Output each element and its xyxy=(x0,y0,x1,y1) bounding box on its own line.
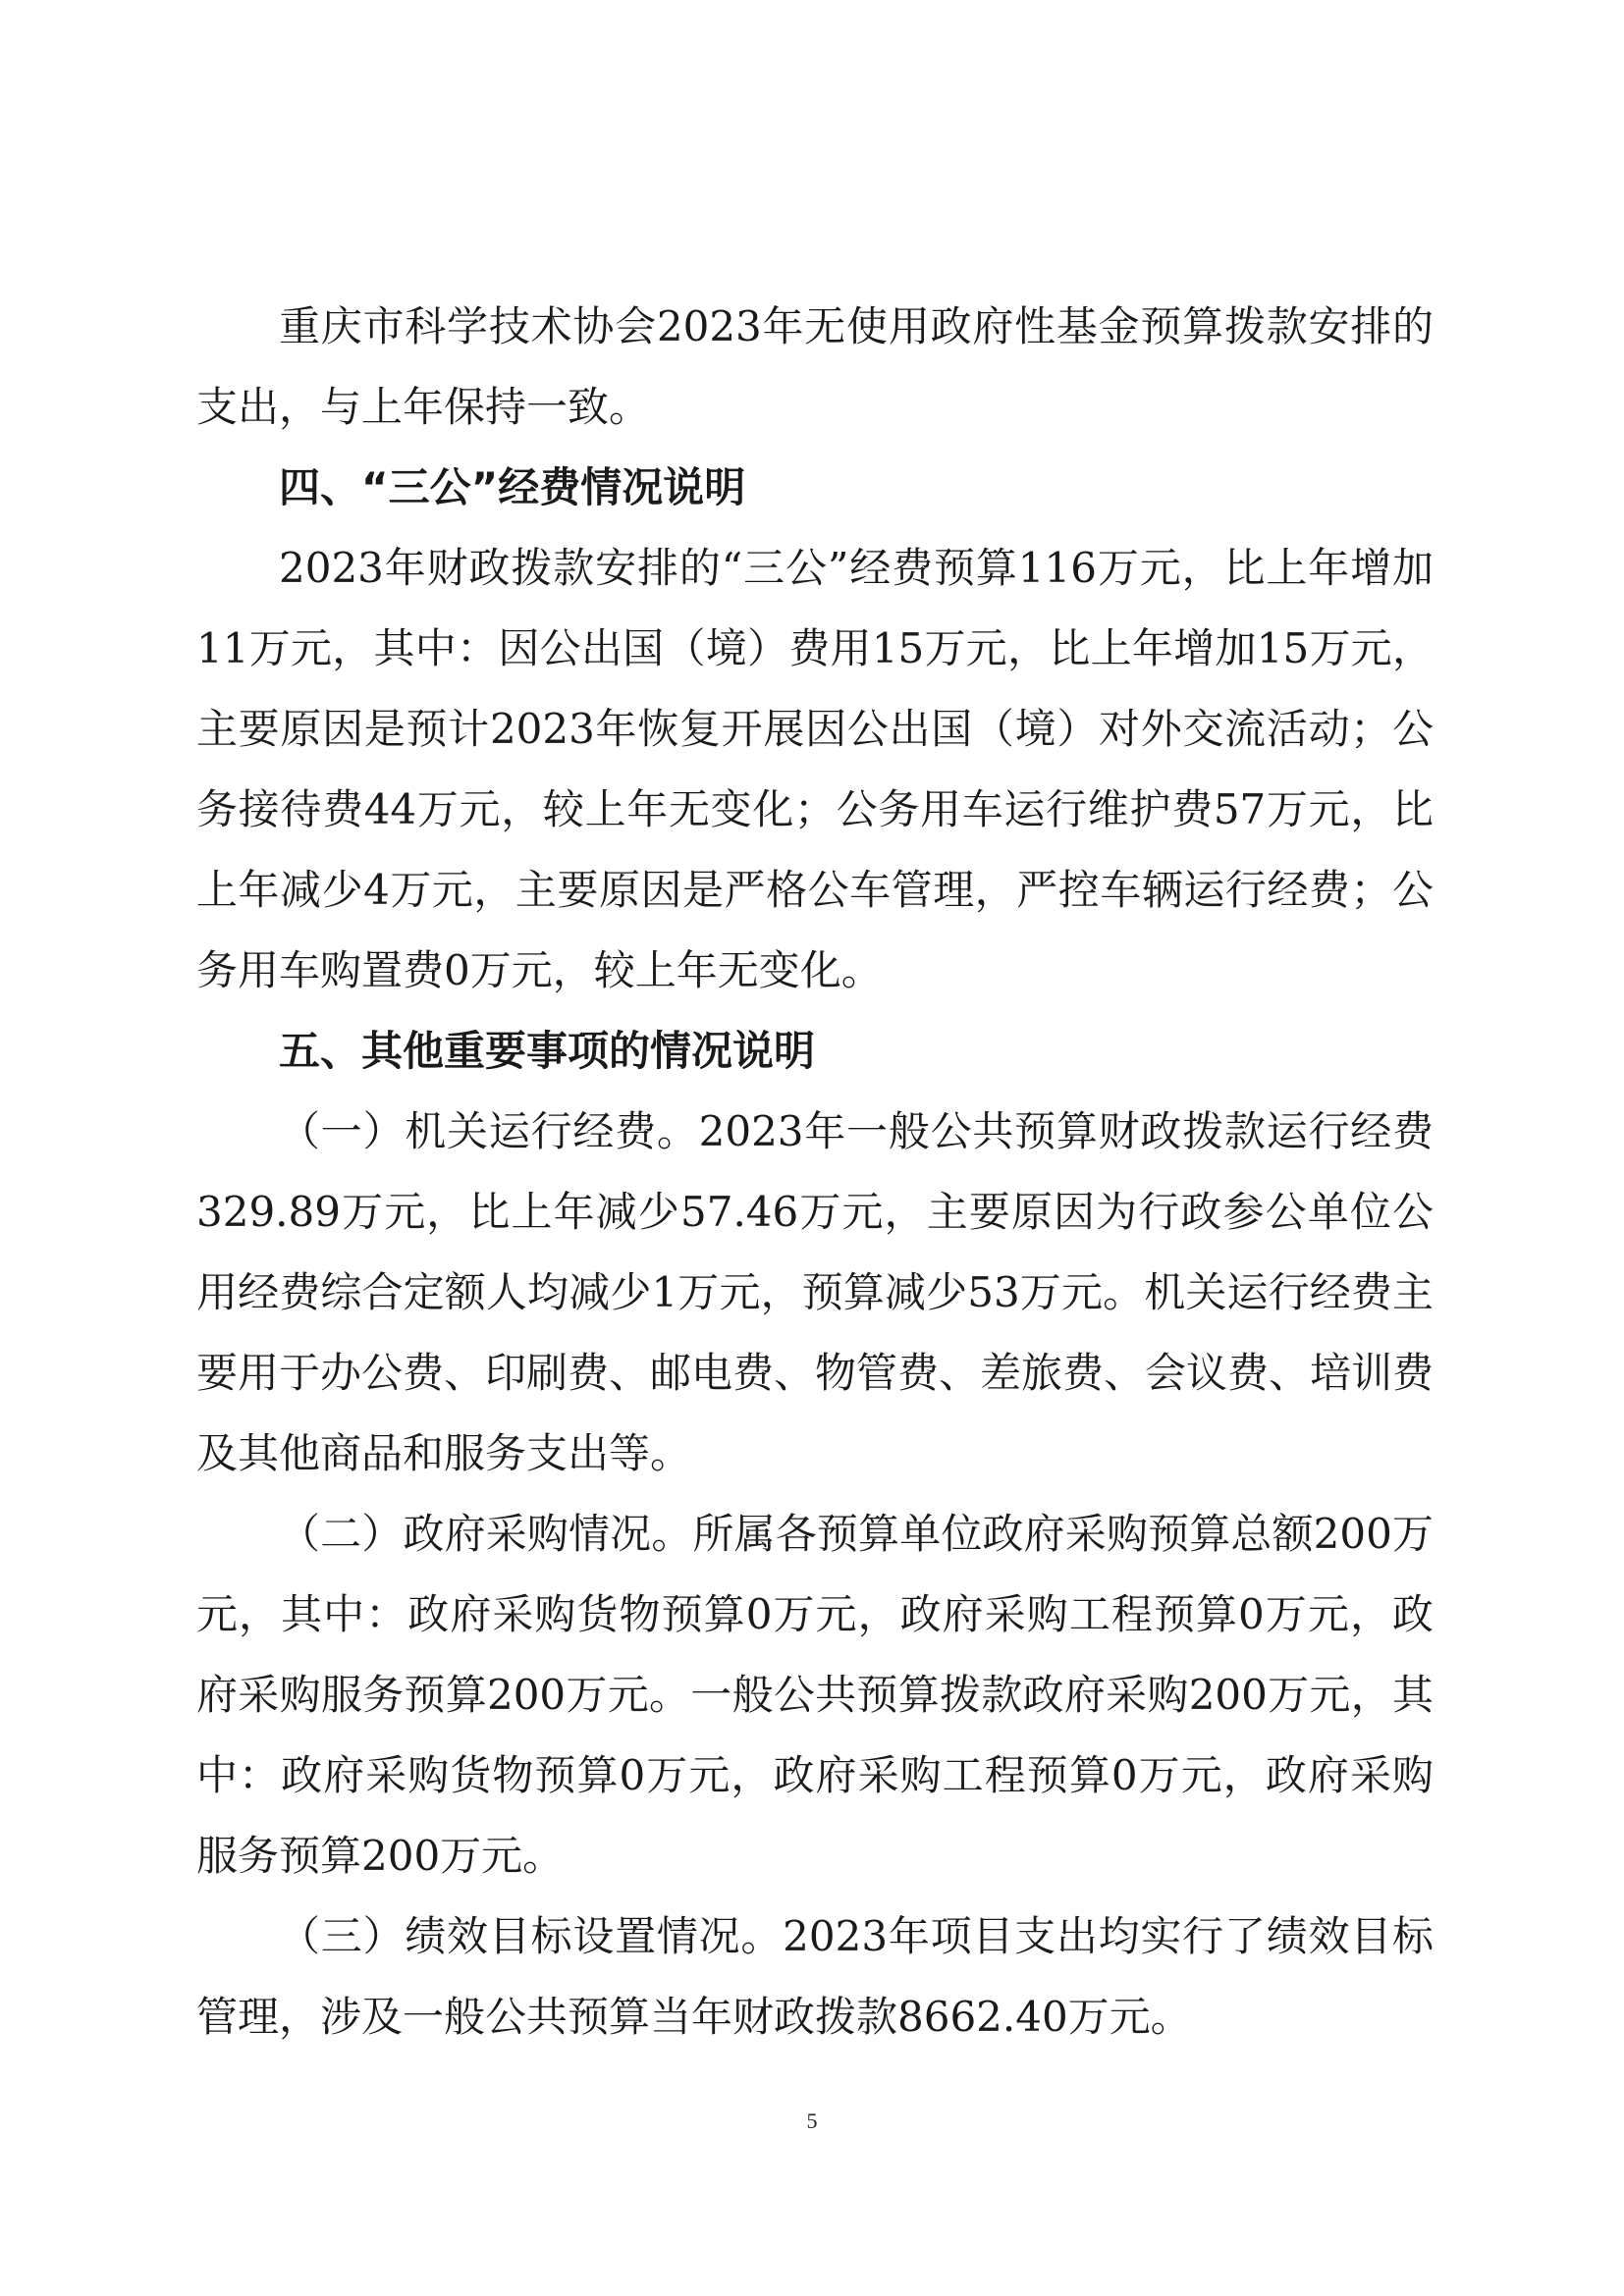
paragraph-three-public-expenses: 2023年财政拨款安排的“三公”经费预算116万元，比上年增加11万元，其中：因公出国（境）费用15万元，比上年增加15万元，主要原因是预计2023年恢复开展因公出国（境）对外交流活动；公务接待费44万元，较上年无变化；公务用车运行维护费57万元，比上年减少4万元，主要原因是严格公车管理，严控车辆运行经费；公务用车购置费0万元，较上年无变化。 xyxy=(196,544,1434,994)
paragraph-fund-budget: 重庆市科学技术协会2023年无使用政府性基金预算拨款安排的支出，与上年保持一致。 xyxy=(196,302,1434,431)
heading-three-public-expenses: 四、“三公”经费情况说明 xyxy=(279,463,746,511)
paragraph-operating-costs: （一）机关运行经费。2023年一般公共预算财政拨款运行经费329.89万元，比上年减少57.46万元，主要原因为行政参公单位公用经费综合定额人均减少1万元，预算减少53万元。机关运行经费主要用于办公费、印刷费、邮电费、物管费、差旅费、会议费、培训费及其他商品和服务支出等。 xyxy=(196,1107,1435,1477)
heading-other-matters: 五、其他重要事项的情况说明 xyxy=(279,1027,816,1075)
page-number: 5 xyxy=(806,2109,818,2133)
paragraph-government-procurement: （二）政府采购情况。所属各预算单位政府采购预算总额200万元，其中：政府采购货物预算0万元，政府采购工程预算0万元，政府采购服务预算200万元。一般公共预算拨款政府采购200万元，其中：政府采购货物预算0万元，政府采购工程预算0万元，政府采购服务预算200万元。 xyxy=(196,1510,1434,1880)
paragraph-performance-targets: （三）绩效目标设置情况。2023年项目支出均实行了绩效目标管理，涉及一般公共预算当年财政拨款8662.40万元。 xyxy=(196,1912,1434,2041)
document-body xyxy=(196,287,1434,2057)
